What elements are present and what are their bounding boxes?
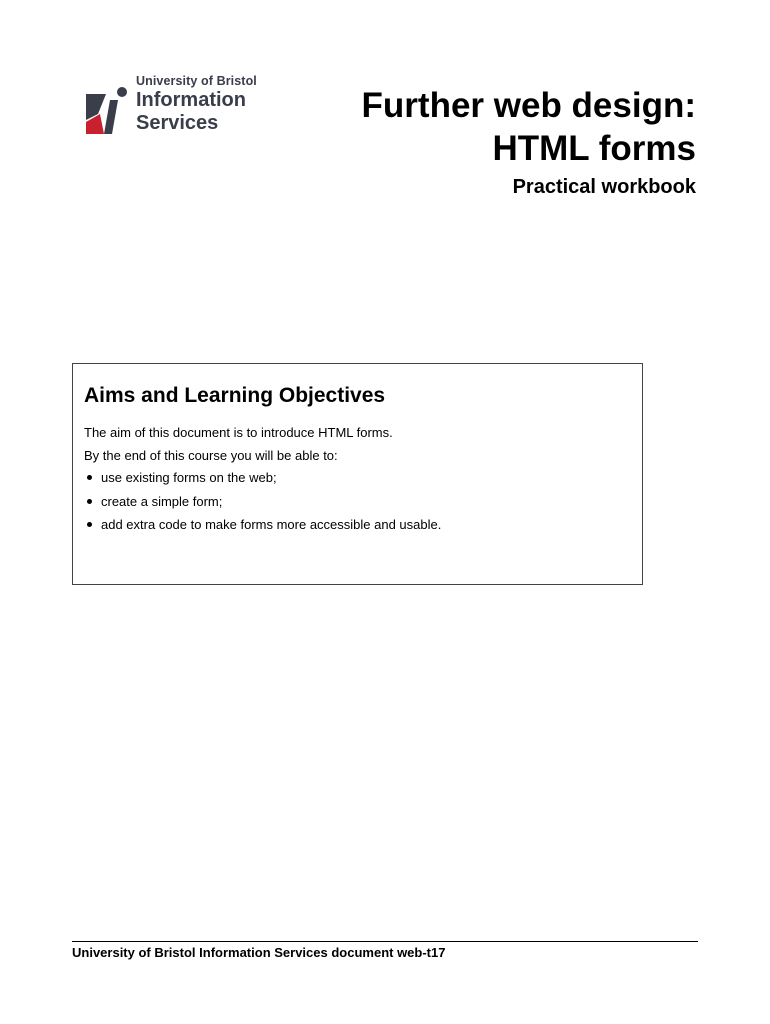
bullet-icon [87,499,92,504]
aims-box [72,363,643,585]
footer-divider [72,941,698,942]
title-line-1: Further web design: [361,86,696,125]
list-item [84,494,441,518]
university-logo [84,74,284,138]
aims-heading: Aims and Learning Objectives [84,384,386,407]
list-item-text: create a simple form; [101,493,223,509]
document-title [276,84,696,170]
document-subtitle: Practical workbook [512,176,696,198]
footer-text: University of Bristol Information Services document web-t17 [72,945,446,960]
list-item-text: use existing forms on the web; [101,470,277,485]
bullet-icon [87,475,92,480]
aims-intro: The aim of this document is to introduce HTML forms. [84,425,393,440]
logo-mark-icon [84,86,132,136]
list-item-text: add extra code to make forms more accessible and usable. [101,517,442,532]
logo-information-text: Information [136,89,246,111]
bullet-icon [87,522,92,527]
list-item [84,517,441,541]
title-line-2: HTML forms [492,129,696,168]
logo-university-text: University of Bristol [136,74,257,88]
aims-lead: By the end of this course you will be able to: [84,448,338,463]
list-item [84,470,441,494]
logo-services-text: Services [136,112,219,134]
objectives-list [84,470,441,541]
